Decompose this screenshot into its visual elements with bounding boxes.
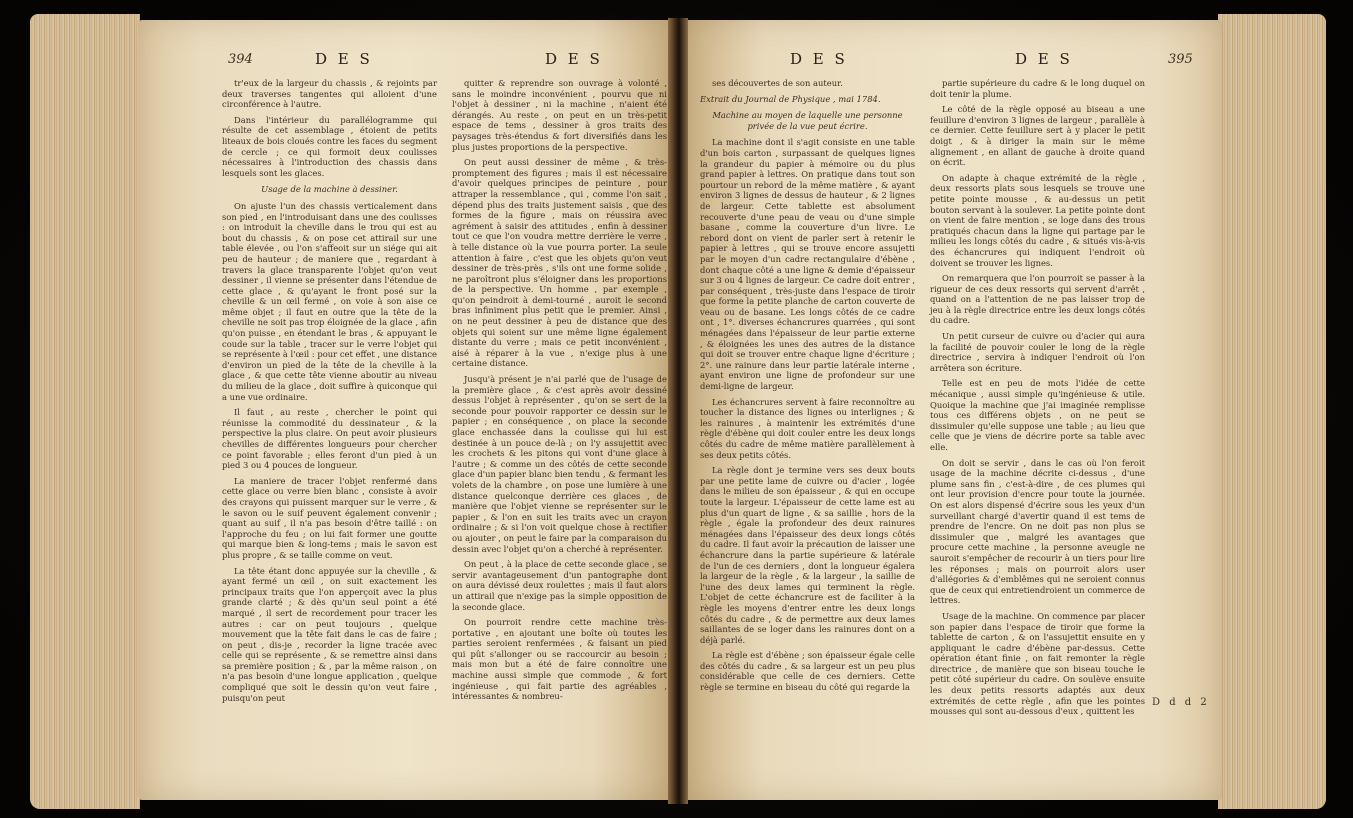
book-gutter: [668, 18, 688, 804]
left-column-1: [222, 78, 437, 778]
paragraph: Telle est en peu de mots l'idée de cette mécanique , aussi simple qu'ingénieuse & utile. Quoique la machine que j'ai imaginée remplisse tous ces différens objets , on ne peut se dissimuler qu'elle suppose une table ; au lieu que celle que je viens de décrire porte sa table avec elle.: [930, 378, 1145, 452]
paragraph: ses découvertes de son auteur.: [712, 78, 843, 88]
paragraph: Les échancrures servent à faire reconnoître au toucher la distance des lignes ou interlignes ; & les rainures , à maintenir les extrémités d'une règle d'ébène qui doit couler entre les deux longs côtés du cadre de même matière parallèlement à ses deux petits côtés.: [700, 396, 915, 460]
paragraph: On peut , à la place de cette seconde glace , se servir avantageusement d'un pantographe dont on aura dévissé deux roulettes ; mais il faut alors un attirail que n'exige pas la simple opposition de la seconde glace.: [452, 559, 667, 612]
right-running-head-1: D E S: [790, 50, 848, 68]
left-folio: 394: [228, 52, 253, 67]
paragraph: Il faut , au reste , chercher le point qui réunisse la commodité du dessinateur , & la perspective la plus claire. On peut avoir plusieurs chevilles de différentes longueurs pour chercher ce point favorable ; elles feront d'un pied à un pied 3 ou 4 pouces de longueur.: [222, 407, 437, 471]
paragraph: On pourroit rendre cette machine très-portative , en ajoutant une boîte où toutes les parties seroient renfermées , & faisant un pied qui pût s'allonger ou se raccourcir au besoin ; mais mon but a été de faire connoître une machine aussi simple que commode , & fort ingénieuse , qui fait partie des agréables , intéressantes & nombreu-: [452, 617, 667, 702]
right-column-2: [930, 78, 1145, 717]
left-running-head-2: D E S: [545, 50, 603, 68]
paragraph: Machine au moyen de laquelle une personne privée de la vue peut écrire.: [712, 110, 903, 131]
left-column-2: [452, 78, 667, 778]
paragraph: tr'eux de la largeur du chassis , & rejoints par deux traverses tangentes qui alloient d'une circonférence à l'autre.: [222, 78, 437, 110]
paragraph: On adapte à chaque extrémité de la règle , deux ressorts plats sous lesquels se trouve une petite pointe mousse , & au-dessus un petit bouton servant à la soulever. La petite pointe dont on vient de faire mention , se loge dans des trous pratiqués chacun dans la ligne qui partage par le milieu les longs côtés du cadre , & situés vis-à-vis des échancrures qui indiquent l'endroit où doivent se trouver les lignes.: [930, 172, 1145, 268]
right-running-head-2: D E S: [1015, 50, 1073, 68]
right-column-1: [700, 78, 915, 778]
paragraph: Le côté de la règle opposé au biseau a une feuillure d'environ 3 lignes de largeur , parallèle à ce dernier. Cette feuillure sert à y placer le petit doigt , & à diriger la main sur le même alignement , en allant de gauche à droite quand on écrit.: [930, 104, 1145, 168]
right-folio: 395: [1168, 52, 1193, 67]
paragraph: Jusqu'à présent je n'ai parlé que de l'usage de la première glace , & c'est après avoir dessiné dessus l'objet à représenter , qu'on se sert de la seconde pour pouvoir rapporter ce dessin sur le papier ; en conséquence , on place la seconde glace enchassée dans la coulisse qui lui est destinée à un pouce de-là ; on l'y assujettit avec les crochets & les pitons qui vont d'une glace à l'autre ; & comme un des côtés de cette seconde glace d'un papier blanc bien tendu , & fermant les volets de la chambre , on pose une lumière à une distance quelconque derrière ces glaces , de manière que l'objet vienne se représenter sur le papier , & l'on en suit les traits avec un crayon ordinaire ; & si l'on voit quelque chose à rectifier ou ajouter , on peut le faire par la comparaison du dessin avec l'objet qu'on a cherché à représenter.: [452, 374, 667, 554]
left-running-head-1: D E S: [315, 50, 373, 68]
right-page-block-edge: [1218, 14, 1326, 809]
paragraph: On remarquera que l'on pourroit se passer à la rigueur de ces deux ressorts qui servent d'arrêt , quand on a l'attention de ne pas laisser trop de jeu à la règle directrice entre les deux longs côtés du cadre.: [930, 273, 1145, 326]
paragraph: partie supérieure du cadre & le long duquel on doit tenir la plume.: [930, 78, 1145, 99]
paragraph: On doit se servir , dans le cas où l'on feroit usage de la machine décrite ci-dessus , d'une plume sans fin , c'est-à-dire , de ces plumes qui ont leur provision d'encre pour toute la journée. On est alors dispensé d'écrire sous les yeux d'un surveillant chargé d'avertir quand il est tems de prendre de l'encre. On ne doit pas non plus se dissimuler que , malgré les avantages que procure cette machine , la personne aveugle ne sauroit s'empêcher de recourir à un tiers pour lire les réponses ; mais on pourroit alors user d'allégories & d'emblêmes qui ne seroient connus que de ceux qui entretiendroient un commerce de lettres.: [930, 457, 1145, 606]
paragraph: quitter & reprendre son ouvrage à volonté , sans le moindre inconvénient , pourvu que ni l'objet à dessiner , ni la machine , n'aient été dérangés. Au reste , on peut en un très-petit espace de tems , dessiner à gros traits des paysages très-étendus & fort diversifiés dans les plus justes proportions de la perspective.: [452, 78, 667, 152]
paragraph: On ajuste l'un des chassis verticalement dans son pied , en l'introduisant dans une des coulisses : on introduit la cheville dans le trou qui est au bout du chassis , & on pose cet attirail sur une table élevée , ou l'on s'affeoit sur un siége qui ait peu de hauteur ; de maniere que , regardant à travers la glace transparente l'objet qu'on veut dessiner , il vienne se présenter dans l'étendue de cette glace , & qu'ayant le front posé sur la cheville & un œil fermé , on voie à son aise ce même objet ; il faut en outre que la tête de la cheville ne soit pas trop éloignée de la glace , afin qu'on puisse , en étendant le bras , & appuyant le coude sur la table , tracer sur le verre l'objet qui se représente à l'œil : pour cet effet , une distance d'environ un pied de la tête de la cheville à la glace , & que cette tête vienne aboutir au niveau du milieu de la glace , doit suffire à quiconque qui a une vue ordinaire.: [222, 200, 437, 402]
paragraph: La machine dont il s'agit consiste en une table d'un bois carton , surpassant de quelques lignes la grandeur du papier à mémoire ou du plus grand papier à lettres. On pratique dans tout son pourtour un rebord de la même matière , & ayant environ 3 lignes de dessus de hauteur , & 2 lignes de largeur. Cette tablette est absolument recouverte d'une peau de veau ou d'une simple basane , comme la couverture d'un livre. Le rebord dont on vient de parler sert à retenir le papier à lettres , qui se trouve encore assujetti par le moyen d'un cadre rectangulaire d'ébène , dont chaque côté a une ligne & demie d'épaisseur sur 3 ou 4 lignes de largeur. Ce cadre doit entrer , par conséquent , très-juste dans l'espace de tiroir que forme la petite planche de carton couverte de veau ou de basane. Les longs côtés de ce cadre ont , 1°. diverses échancrures quarrées , qui sont ménagées dans l'épaisseur de leur partie externe , & éloignées les unes des autres de la distance qui doit se trouver entre chaque ligne d'écriture ; 2°. une rainure dans leur partie latérale interne , ayant environ une ligne de profondeur sur une demi-ligne de largeur.: [700, 137, 915, 392]
paragraph: Dans l'intérieur du parallélogramme qui résulte de cet assemblage , étoient de petits liteaux de bois cloués contre les faces du segment de cercle ; ce qui formoit deux coulisses nécessaires à l'introduction des chassis dans lesquels sont les glaces.: [222, 114, 437, 178]
paragraph: Usage de la machine à dessiner.: [261, 184, 398, 195]
left-page-block-edge: [30, 14, 140, 809]
paragraph: La règle est d'ébène ; son épaisseur égale celle des côtés du cadre , & sa largeur est un peu plus considérable que celle de ces derniers. Cette règle se termine en biseau du côté qui regarde la: [700, 650, 915, 693]
paragraph: Un petit curseur de cuivre ou d'acier qui aura la facilité de pouvoir couler le long de la règle directrice , servira à indiquer l'endroit où l'on arrêtera son écriture.: [930, 331, 1145, 373]
paragraph: La tête étant donc appuyée sur la cheville , & ayant fermé un œil , on suit exactement les principaux traits que l'on apperçoit avec la plus grande clarté ; & dès qu'un seul point a été marqué , il sert de recordement pour tracer les autres : car on peut toujours , quelque mouvement que la tête fait dans le cas de faire ; on peut , dis-je , recorder la ligne tracée avec celle qui se représente , & se remettre ainsi dans sa première position ; & , par la même raison , on n'a pas besoin d'une longue application , quelque compliqué que soit le dessin qu'on veut faire , puisqu'on peut: [222, 565, 437, 703]
signature-mark: D d d 2: [1152, 697, 1210, 708]
paragraph: La règle dont je termine vers ses deux bouts par une petite lame de cuivre ou d'acier , logée dans le milieu de son épaisseur , & qui en occupe toute la largeur. L'épaisseur de cette lame est au plus d'un quart de ligne , & sa saillie , hors de la règle , égale la profondeur des deux rainures ménagées dans l'épaisseur des deux longs côtés du cadre. Il faut avoir la précaution de laisser une échancrure dans la partie supérieure & latérale de l'un de ces derniers , dont la longueur égalera la largeur de la règle , & la largeur , la saillie de l'une des deux lames qui terminent la règle. L'objet de cette échancrure est de faciliter à la règle les moyens d'entrer entre les deux longs côtés du cadre , & de permettre aux deux lames saillantes de se loger dans les rainures dont on a déjà parlé.: [700, 465, 915, 645]
paragraph: Extrait du Journal de Physique , mai 1784.: [700, 93, 881, 104]
paragraph: On peut aussi dessiner de même , & très-promptement des figures ; mais il est nécessaire d'avoir quelques principes de peinture , pour attraper la ressemblance , qui , comme l'on sait , dépend plus des traits justement saisis , que des formes de la figure , mais on réussira avec agrément à saisir des attitudes , enfin à dessiner tout ce que l'on voudra mettre derrière le verre , à telle distance où la vue pourra porter. La seule attention à faire , c'est que les objets qu'on veut dessiner de très-près , s'ils ont une forme solide , ne paroîtront plus s'éloigner dans les proportions de la perspective. Un homme , par exemple , qu'on peindroit à demi-tourné , auroit le second bras infiniment plus petit que le premier. Ainsi , on ne peut dessiner à peu de distance que des objets qui soient sur une même ligne également distante du verre ; mais ce petit inconvénient , aisé à réparer à la vue , n'exige plus à une certaine distance.: [452, 157, 667, 369]
paragraph: Usage de la machine. On commence par placer son papier dans l'espace de tiroir que forme la tablette de carton , & on l'assujettit ensuite en y appliquant le cadre d'ébène par-dessus. Cette opération étant finie , on fait remonter la règle directrice , de manière que son biseau touche le petit côté supérieur du cadre. On soulève ensuite les deux petits ressorts adaptés aux deux extrémités de cette règle , afin que les pointes mousses qui sont au-dessous d'eux , quittent les: [930, 610, 1145, 717]
paragraph: La maniere de tracer l'objet renfermé dans cette glace ou verre bien blanc , consiste à avoir des crayons qui puissent marquer sur le verre , & le savon ou le suif peuvent également convenir ; quant au suif , il n'a pas besoin d'être taillé : on l'approche du feu ; on lui fait former une goutte qui marque bien & long-tems ; mais le savon est plus propre , & se taille comme on veut.: [222, 475, 437, 560]
